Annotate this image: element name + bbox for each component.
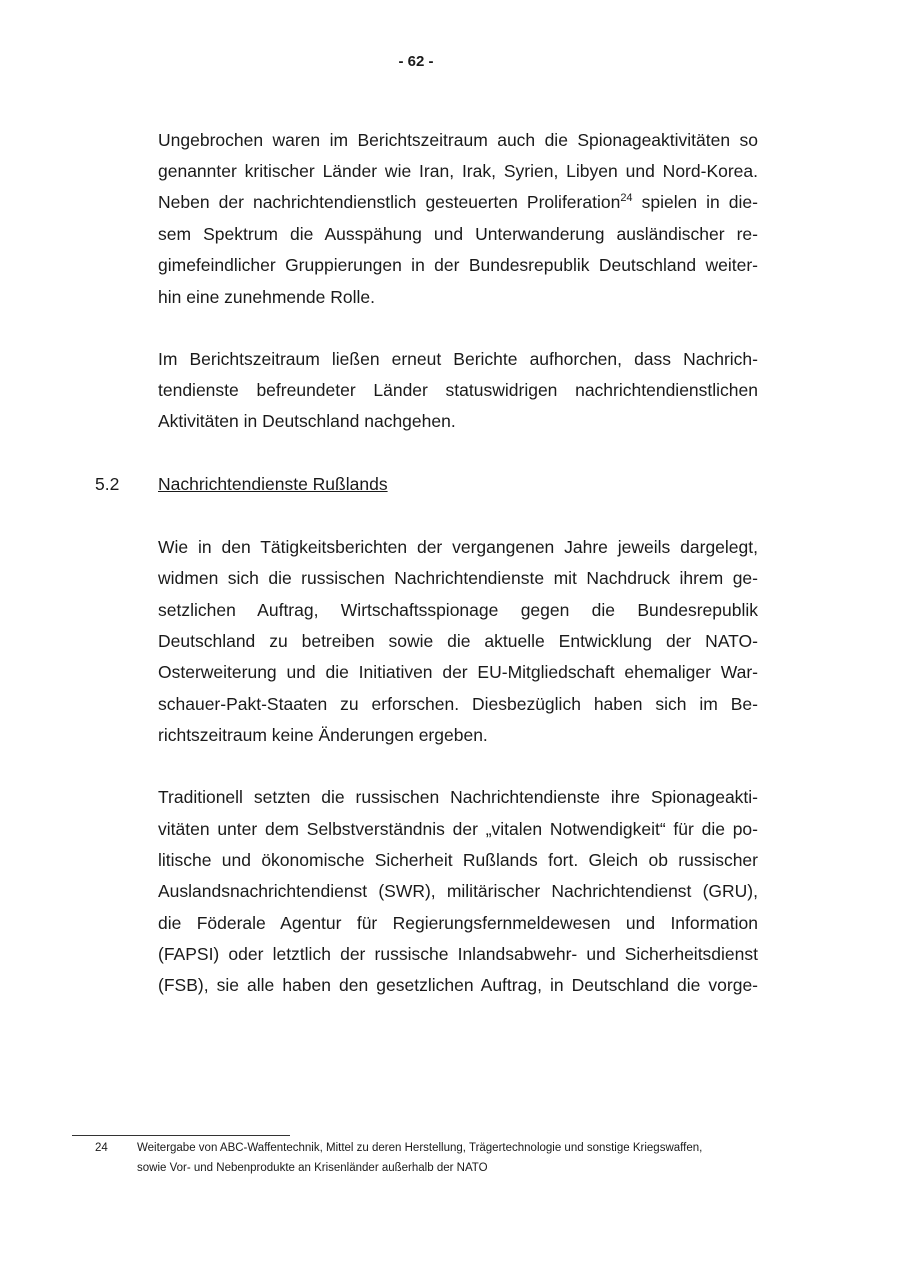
paragraph-line: (FAPSI) oder letztlich der russische Inlandsabwehr- und Sicherheitsdienst (158, 944, 758, 964)
paragraph-line: sem Spektrum die Ausspähung und Unterwanderung ausländischer re- (158, 224, 758, 244)
footnote-separator (72, 1135, 290, 1136)
paragraph-line: Deutschland zu betreiben sowie die aktuelle Entwicklung der NATO- (158, 631, 758, 651)
text-after-footnote-ref: spielen in die- (632, 192, 758, 212)
section-title: Nachrichtendienste Rußlands (158, 474, 388, 494)
paragraph-line: richtszeitraum keine Änderungen ergeben. (158, 725, 488, 745)
paragraph-line: Osterweiterung und die Initiativen der EU-Mitgliedschaft ehemaliger War- (158, 662, 758, 682)
paragraph-line: Traditionell setzten die russischen Nachrichtendienste ihre Spionageakti- (158, 787, 758, 807)
paragraph-line: Im Berichtszeitraum ließen erneut Berichte aufhorchen, dass Nachrich- (158, 349, 758, 369)
paragraph-line: schauer-Pakt-Staaten zu erforschen. Diesbezüglich haben sich im Be- (158, 694, 758, 714)
section-number: 5.2 (95, 474, 120, 494)
footnote-number: 24 (95, 1142, 108, 1154)
footnote-line: sowie Vor- und Nebenprodukte an Krisenländer außerhalb der NATO (137, 1162, 488, 1174)
paragraph-line: genannter kritischer Länder wie Iran, Irak, Syrien, Libyen und Nord-Korea. (158, 161, 758, 181)
footnote-reference: 24 (620, 192, 633, 204)
text-before-footnote-ref: Neben der nachrichtendienstlich gesteuerten Proliferation (158, 192, 621, 212)
paragraph-line: Wie in den Tätigkeitsberichten der vergangenen Jahre jeweils dargelegt, (158, 537, 758, 557)
paragraph-line: gimefeindlicher Gruppierungen in der Bundesrepublik Deutschland weiter- (158, 255, 758, 275)
paragraph-line: Auslandsnachrichtendienst (SWR), militärischer Nachrichtendienst (GRU), (158, 881, 758, 901)
paragraph-line (158, 192, 758, 213)
paragraph-line: litische und ökonomische Sicherheit Rußlands fort. Gleich ob russischer (158, 850, 758, 870)
paragraph-line: die Föderale Agentur für Regierungsfernmeldewesen und Information (158, 913, 758, 933)
paragraph-line: Ungebrochen waren im Berichtszeitraum auch die Spionageaktivitäten so (158, 130, 758, 150)
paragraph-line: widmen sich die russischen Nachrichtendienste mit Nachdruck ihrem ge- (158, 568, 758, 588)
footnote-line: Weitergabe von ABC-Waffentechnik, Mittel zu deren Herstellung, Trägertechnologie und sonstige Kriegswaffen, (137, 1142, 703, 1154)
page-number: - 62 - (398, 53, 434, 70)
paragraph-line: vitäten unter dem Selbstverständnis der „vitalen Notwendigkeit“ für die po- (158, 819, 758, 839)
paragraph-line: Aktivitäten in Deutschland nachgehen. (158, 411, 456, 431)
paragraph-line: (FSB), sie alle haben den gesetzlichen Auftrag, in Deutschland die vorge- (158, 975, 758, 995)
paragraph-line: hin eine zunehmende Rolle. (158, 287, 375, 307)
paragraph-line: setzlichen Auftrag, Wirtschaftsspionage gegen die Bundesrepublik (158, 600, 758, 620)
paragraph-line: tendienste befreundeter Länder statuswidrigen nachrichtendienstlichen (158, 380, 758, 400)
